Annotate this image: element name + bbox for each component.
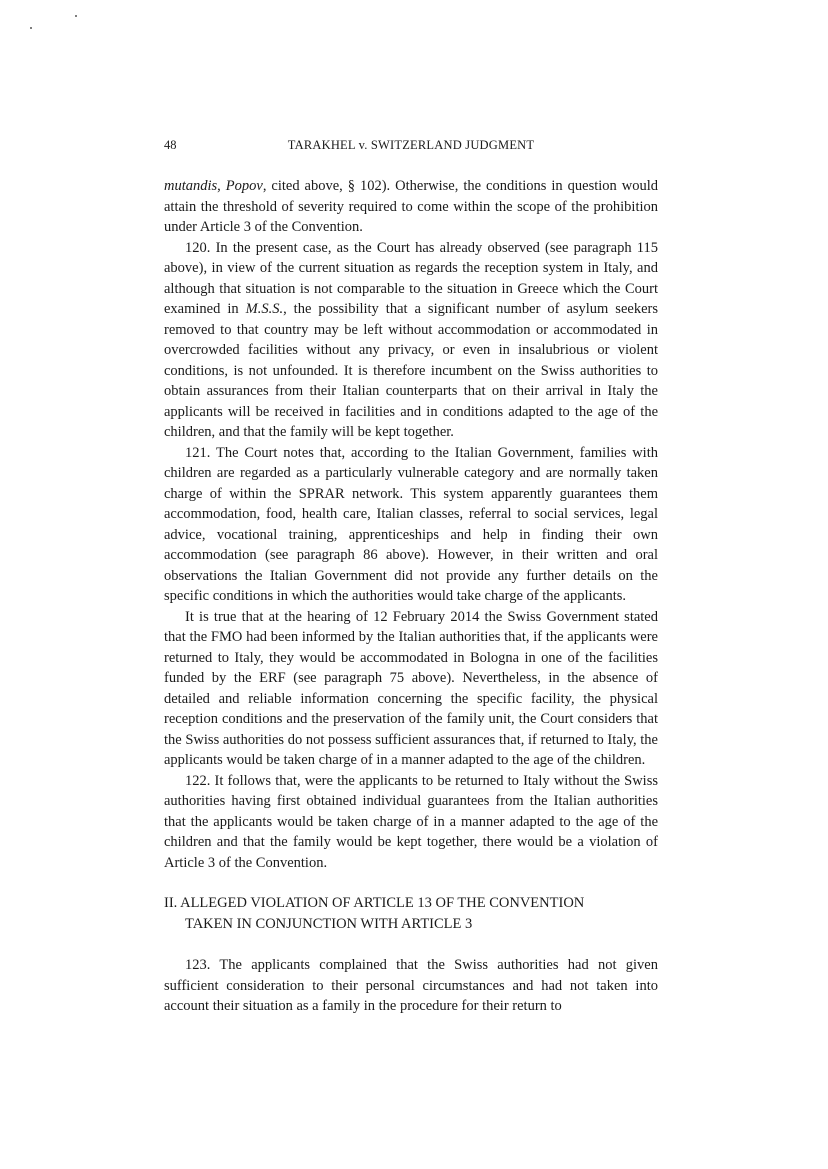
- text-span: , cited above, § 102). Otherwise, the conditions in question would attain the threshold of severity required to come within the scope of the prohibition under Article 3 of the Convention.: [164, 178, 659, 235]
- scan-speck: [30, 27, 32, 29]
- running-title: TARAKHEL v. SWITZERLAND JUDGMENT: [287, 138, 535, 152]
- page-header: [164, 136, 658, 154]
- text-span: 120. In the present case, as the Court has already observed (see paragraph 115 above), in view of the current situation as regards the reception system in Italy, and although that situation is not comparable to the situation in Greece which the Court examined in: [164, 239, 658, 317]
- section-heading-line-1: II. ALLEGED VIOLATION OF ARTICLE 13 OF THE CONVENTION: [164, 895, 585, 911]
- document-body: [164, 176, 658, 1017]
- section-heading: [164, 893, 658, 934]
- section-heading-line-2: TAKEN IN CONJUNCTION WITH ARTICLE 3: [185, 915, 473, 932]
- text-span: ,: [217, 178, 226, 194]
- italic-text: mutandis: [164, 178, 218, 194]
- paragraph-121-continued: It is true that at the hearing of 12 February 2014 the Swiss Government stated that the FMO had been informed by the Italian authorities that, if the applicants were returned to Italy, they would be accommodated in Bologna in one of the facilities funded by the ERF (see paragraph 75 above). Nevertheless, in the absence of detailed and reliable information concerning the specific facility, the physical reception conditions and the preservation of the family unit, the Court considers that the Swiss authorities do not possess sufficient assurances that, if returned to Italy, the applicants would be taken charge of in a manner adapted to the age of the children.: [164, 608, 658, 768]
- paragraph-continued: [164, 176, 658, 238]
- scan-speck: [75, 15, 77, 17]
- paragraph-122: 122. It follows that, were the applicants to be returned to Italy without the Swiss authorities having first obtained individual guarantees from the Italian authorities that the applicants would be taken charge of in a manner adapted to the age of the children and that the family would be kept together, there would be a violation of Article 3 of the Convention.: [164, 772, 658, 871]
- italic-text: M.S.S.: [245, 301, 284, 317]
- paragraph-120: [164, 238, 658, 443]
- page-number: 48: [164, 138, 177, 152]
- italic-text: Popov: [225, 178, 263, 194]
- spacer: [164, 934, 658, 955]
- paragraph-121: 121. The Court notes that, according to the Italian Government, families with children are regarded as a particularly vulnerable category and are normally taken charge of within the SPRAR network. This system apparently guarantees them accommodation, food, health care, Italian classes, referral to social services, legal advice, vocational training, apprenticeships and help in finding their own accommodation (see paragraph 86 above). However, in their written and oral observations the Italian Government did not provide any further details on the specific conditions in which the authorities would take charge of the applicants.: [164, 444, 658, 604]
- text-span: , the possibility that a significant number of asylum seekers removed to that country may be left without accommodation or accommodated in overcrowded facilities without any privacy, or even in insalubrious or violent conditions, is not unfounded. It is therefore incumbent on the Swiss authorities to obtain assurances from their Italian counterparts that on their arrival in Italy the applicants will be received in facilities and in conditions adapted to the age of the children, and that the family will be kept together.: [164, 301, 658, 440]
- paragraph-123: 123. The applicants complained that the Swiss authorities had not given sufficient consideration to their personal circumstances and had not taken into account their situation as a family in the procedure for their return to: [164, 957, 658, 1014]
